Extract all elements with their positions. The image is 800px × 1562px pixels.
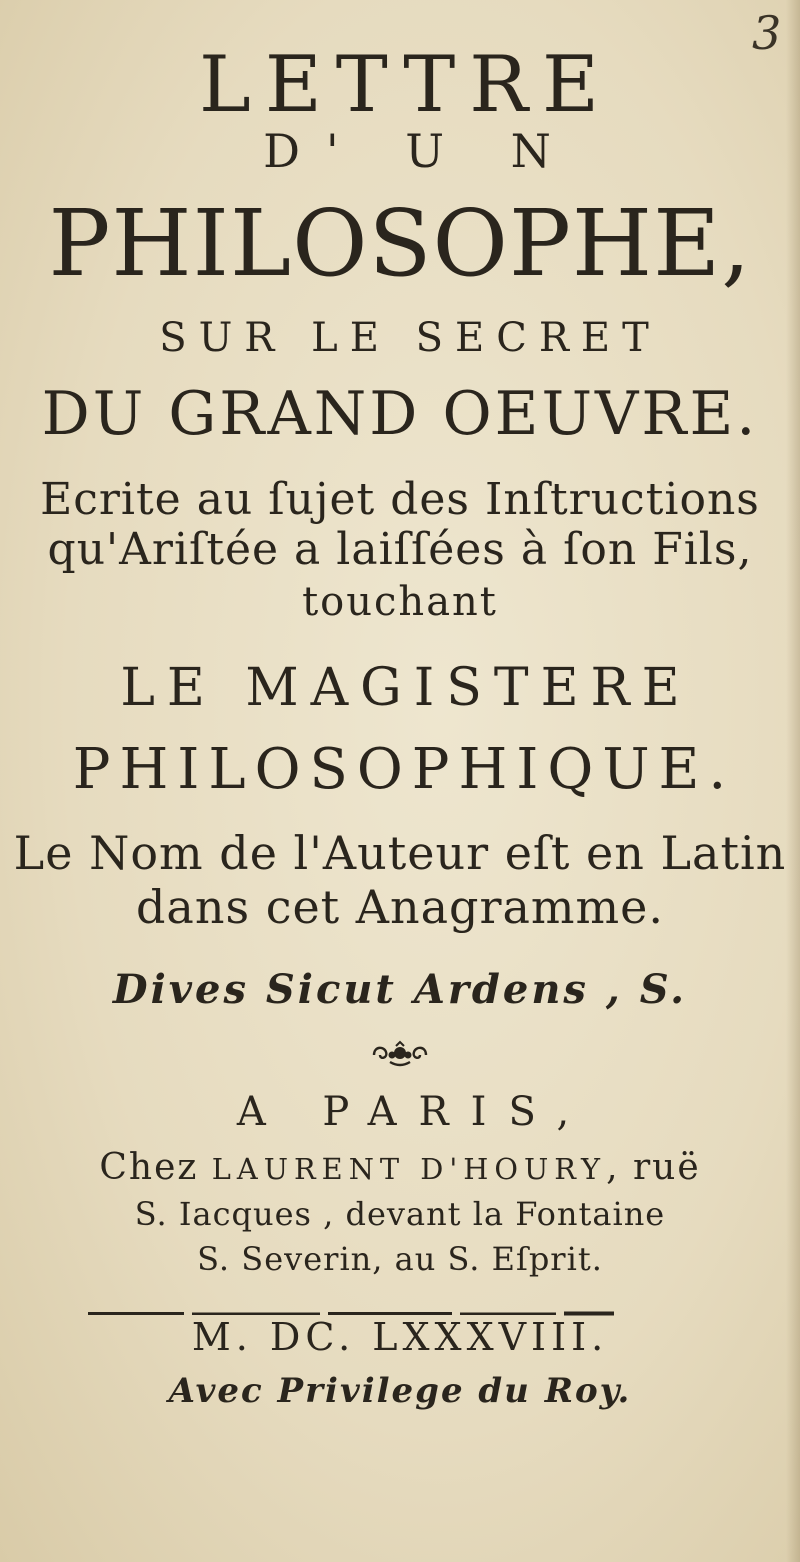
page-number: 3 <box>752 6 782 60</box>
imprint-publisher-suffix: , ruë <box>606 1147 701 1188</box>
heading-philosophique: PHILOSOPHIQUE. <box>72 737 736 802</box>
imprint-publisher-line <box>0 1147 800 1188</box>
publication-date: M. DC. LXXXVIII. <box>191 1315 609 1359</box>
imprint-publisher-name: LAURENT D'HOURY <box>211 1152 607 1186</box>
decorative-rule <box>88 1302 614 1308</box>
title-philosophe: PHILOSOPHE, <box>48 190 752 297</box>
imprint-publisher-prefix: Chez <box>99 1147 212 1188</box>
author-note-line-1: Le Nom de l'Auteur eſt en Latin <box>13 826 787 880</box>
title-sur-le-secret: SUR LE SECRET <box>159 315 661 361</box>
title-dun: D' U N <box>263 124 577 178</box>
subtitle-line-2: qu'Ariſtée a laiſſées à ſon Fils, <box>47 524 753 575</box>
title-lettre: LETTRE <box>199 40 613 130</box>
author-note-line-2: dans cet Anagramme. <box>135 880 665 934</box>
subtitle-line-1: Ecrite au ſujet des Inſtructions <box>40 474 760 525</box>
privilege-line: Avec Privilege du Roy. <box>168 1371 632 1411</box>
imprint-place: A PARIS, <box>236 1089 592 1135</box>
anagram-text: Dives Sicut Ardens , S. <box>112 966 688 1013</box>
heading-le-magistere: LE MAGISTERE <box>120 658 692 718</box>
subtitle-line-3: touchant <box>302 579 498 625</box>
imprint-address-line-2: S. Severin, au S. Eſprit. <box>197 1240 603 1278</box>
fleuron-ornament-icon <box>370 1040 430 1070</box>
imprint-address-line-1: S. Iacques , devant la Fontaine <box>134 1195 666 1233</box>
title-du-grand-oeuvre: DU GRAND OEUVRE. <box>41 379 759 449</box>
